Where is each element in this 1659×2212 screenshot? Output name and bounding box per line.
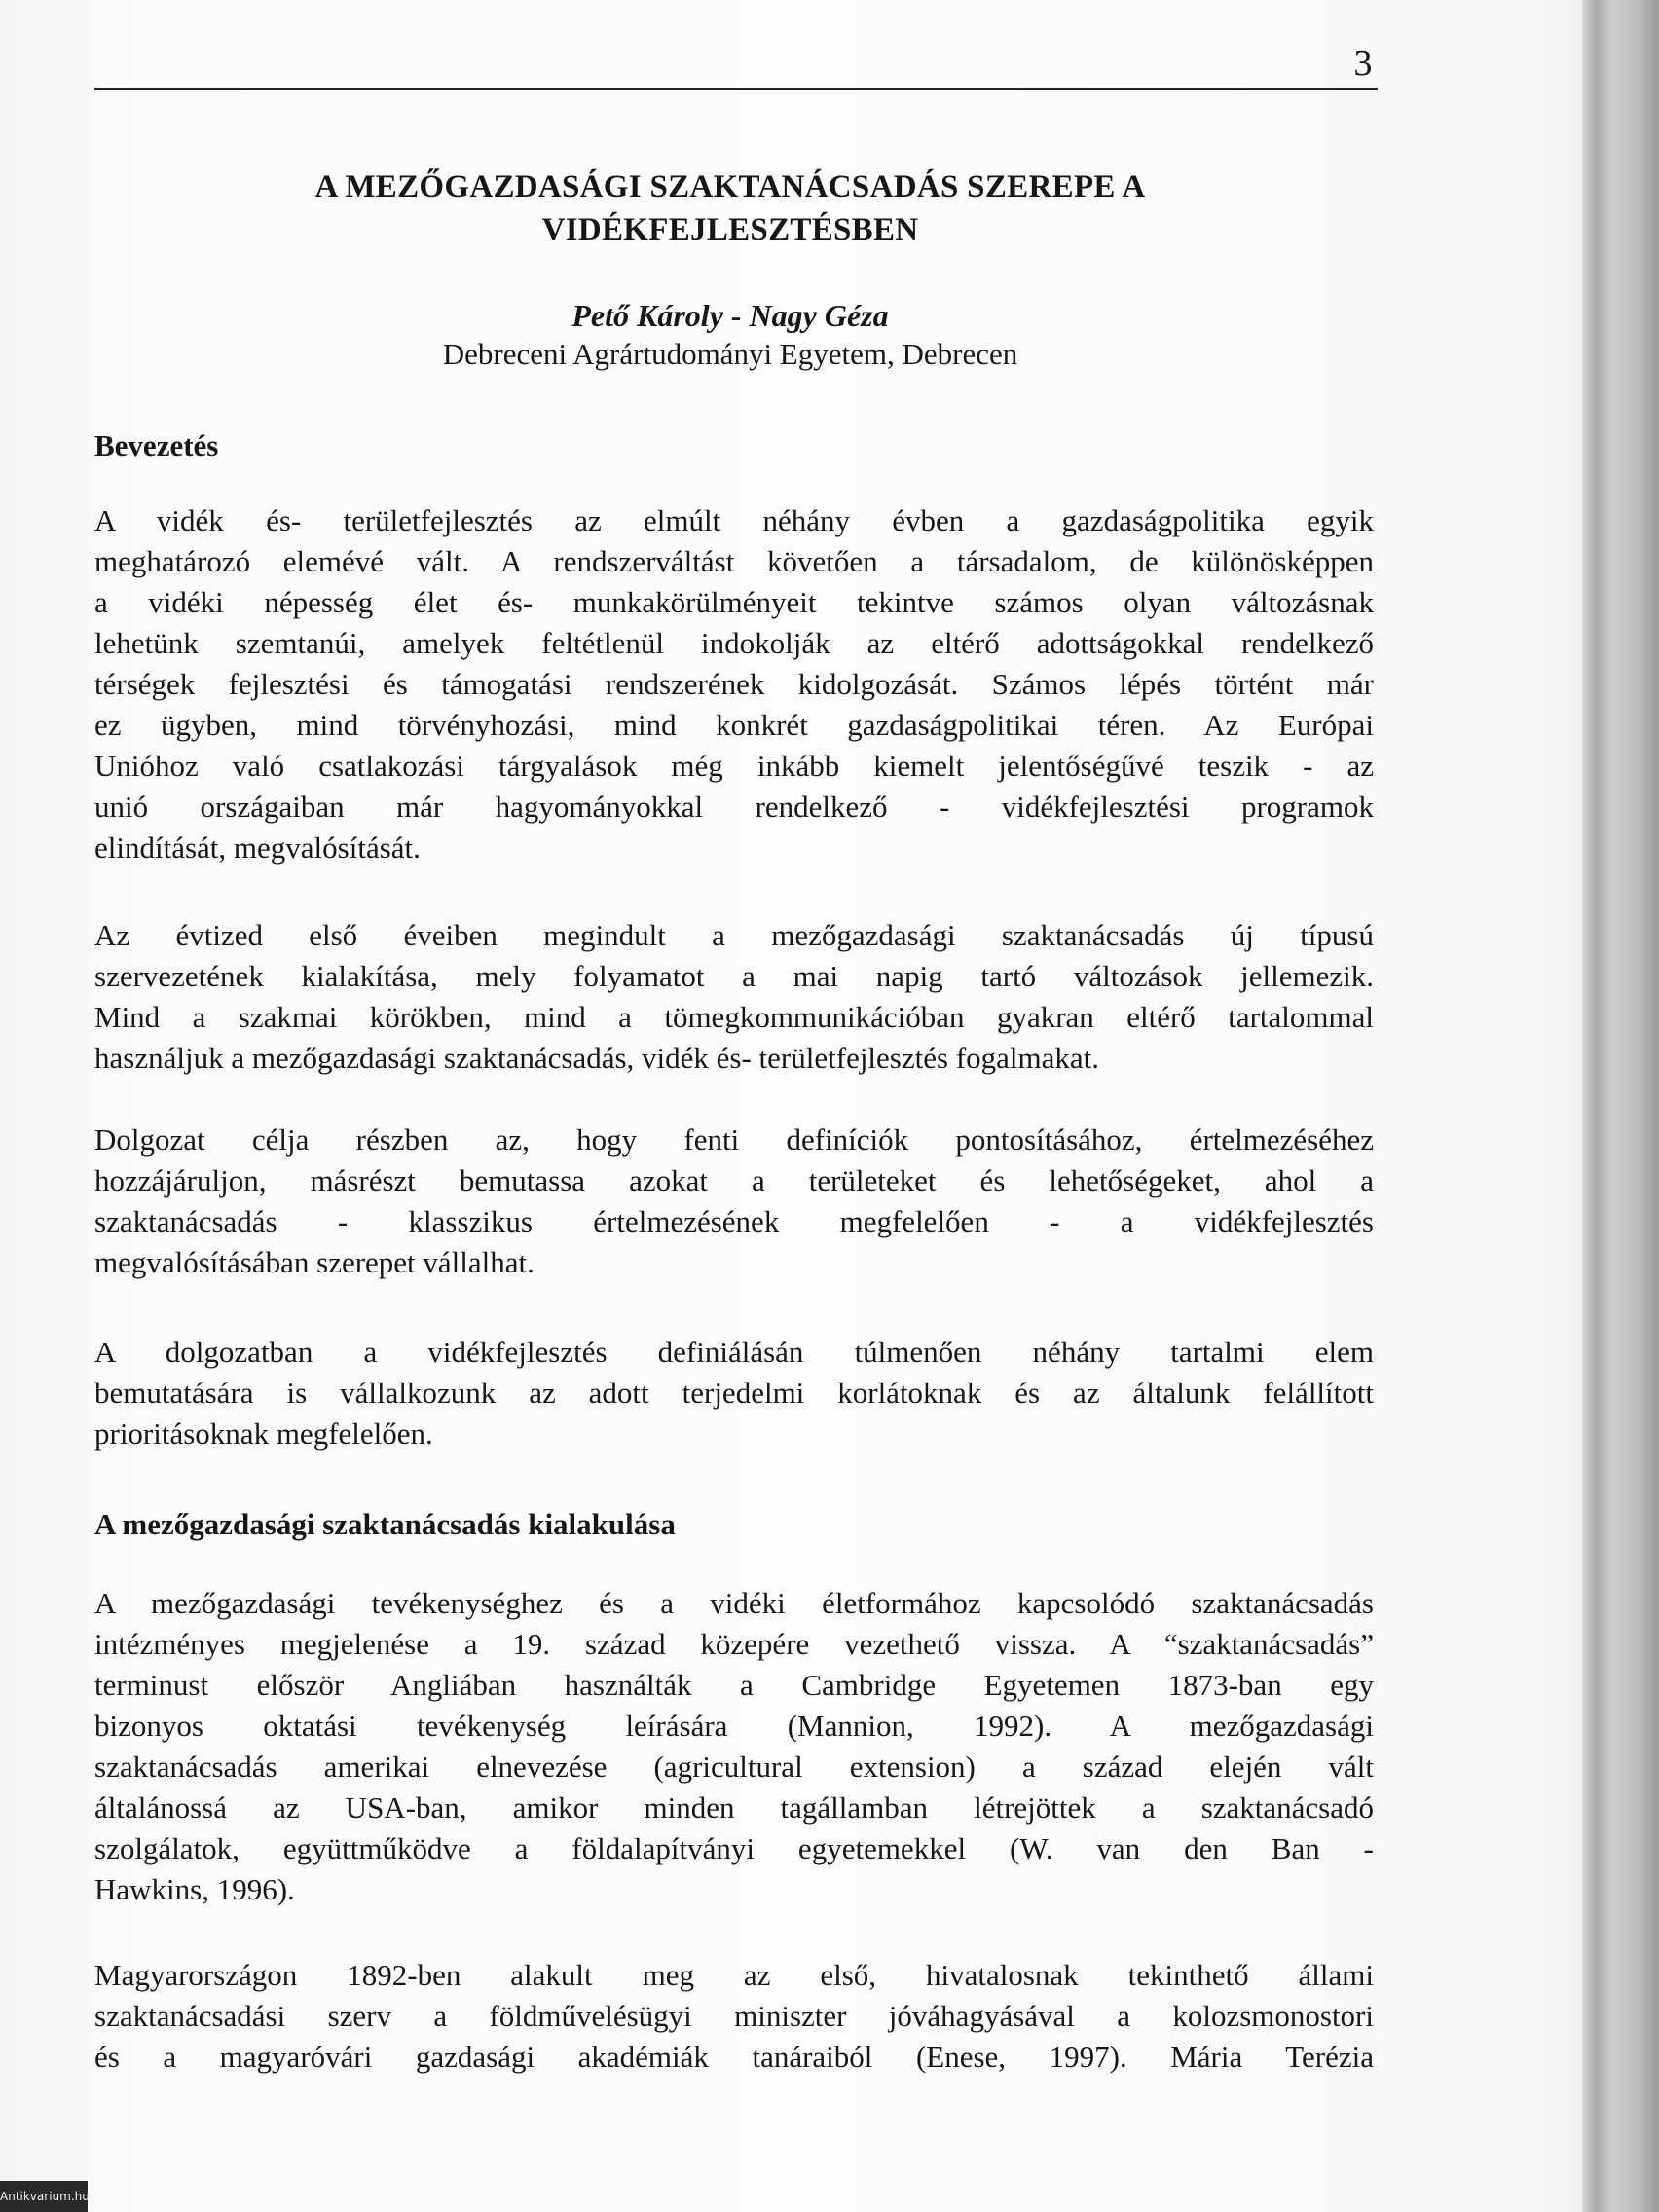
text-line: ez ügyben, mind törvényhozási, mind konkrét gazdaságpolitikai téren. Az Európai <box>94 708 1374 742</box>
text-line: szaktanácsadás amerikai elnevezése (agricultural extension) a század elején vált <box>94 1750 1374 1784</box>
text-line: és a magyaróvári gazdasági akadémiák tanáraiból (Enese, 1997). Mária Terézia <box>94 2040 1374 2074</box>
title-line-2: VIDÉKFEJLESZTÉSBEN <box>541 212 919 247</box>
text-line: A mezőgazdasági tevékenységhez és a vidéki életformához kapcsolódó szaktanácsadás <box>94 1586 1374 1620</box>
text-line: lehetünk szemtanúi, amelyek feltétlenül indokolják az eltérő adottságokkal rendelkező <box>94 626 1374 660</box>
text-line: Hawkins, 1996). <box>94 1872 295 1906</box>
text-line: Dolgozat célja részben az, hogy fenti definíciók pontosításához, értelmezéséhez <box>94 1123 1374 1157</box>
watermark: Antikvarium.hu <box>0 2181 88 2212</box>
page-number: 3 <box>1353 43 1373 84</box>
section-heading-intro: Bevezetés <box>94 428 219 462</box>
article-title <box>175 166 1285 251</box>
paragraph <box>94 500 1374 868</box>
text-line: a vidéki népesség élet és- munkakörülményeit tekintve számos olyan változásnak <box>94 585 1374 619</box>
text-line: Az évtized első éveiben megindult a mezőgazdasági szaktanácsadás új típusú <box>94 918 1374 952</box>
text-line: Magyarországon 1892-ben alakult meg az első, hivatalosnak tekinthető állami <box>94 1958 1374 1992</box>
text-line: intézményes megjelenése a 19. század közepére vezethető vissza. A “szaktanácsadás” <box>94 1627 1374 1661</box>
text-line: A vidék és- területfejlesztés az elmúlt néhány évben a gazdaságpolitika egyik <box>94 503 1374 537</box>
text-line: Unióhoz való csatlakozási tárgyalások még inkább kiemelt jelentőségűvé teszik - az <box>94 749 1374 783</box>
text-line: használjuk a mezőgazdasági szaktanácsadás, vidék és- területfejlesztés fogalmakat. <box>94 1041 1100 1075</box>
affiliation: Debreceni Agrártudományi Egyetem, Debrecen <box>442 337 1018 371</box>
text-line: unió országaiban már hagyományokkal rendelkező - vidékfejlesztési programok <box>94 790 1374 824</box>
text-line: szervezetének kialakítása, mely folyamatot a mai napig tartó változások jellemezik. <box>94 959 1374 993</box>
text-line: szolgálatok, együttműködve a földalapítványi egyetemekkel (W. van den Ban - <box>94 1831 1374 1865</box>
text-line: bizonyos oktatási tevékenység leírására (Mannion, 1992). A mezőgazdasági <box>94 1709 1374 1743</box>
title-line-1: A MEZŐGAZDASÁGI SZAKTANÁCSADÁS SZEREPE A <box>314 169 1146 204</box>
text-line: terminust először Angliában használták a Cambridge Egyetemen 1873-ban egy <box>94 1668 1374 1702</box>
paragraph <box>94 1120 1374 1283</box>
text-line: bemutatására is vállalkozunk az adott terjedelmi korlátoknak és az általunk felállított <box>94 1376 1374 1410</box>
paragraph <box>94 1955 1374 2078</box>
paragraph <box>94 1583 1374 1910</box>
text-line: meghatározó elemévé vált. A rendszerváltást követően a társadalom, de különösképpen <box>94 544 1374 578</box>
text-line: térségek fejlesztési és támogatási rendszerének kidolgozását. Számos lépés történt már <box>94 667 1374 701</box>
text-line: Mind a szakmai körökben, mind a tömegkommunikációban gyakran eltérő tartalommal <box>94 1000 1374 1034</box>
text-line: szaktanácsadás - klasszikus értelmezésének megfelelően - a vidékfejlesztés <box>94 1204 1374 1238</box>
text-line: A dolgozatban a vidékfejlesztés definiálásán túlmenően néhány tartalmi elem <box>94 1335 1374 1369</box>
text-line: szaktanácsadási szerv a földművelésügyi miniszter jóváhagyásával a kolozsmonostori <box>94 1999 1374 2033</box>
text-line: prioritásoknak megfelelően. <box>94 1417 433 1451</box>
text-line: általánossá az USA-ban, amikor minden tagállamban létrejöttek a szaktanácsadó <box>94 1790 1374 1825</box>
text-line: hozzájáruljon, másrészt bemutassa azokat a területeket és lehetőségeket, ahol a <box>94 1163 1374 1198</box>
authors: Pető Károly - Nagy Géza <box>571 298 889 333</box>
text-line: elindítását, megvalósítását. <box>94 830 421 865</box>
paragraph <box>94 915 1374 1079</box>
paragraph <box>94 1332 1374 1455</box>
page-edge-shadow <box>1582 0 1659 2212</box>
header-rule <box>94 88 1378 90</box>
text-line: megvalósításában szerepet vállalhat. <box>94 1245 535 1279</box>
section-heading-history: A mezőgazdasági szaktanácsadás kialakulása <box>94 1507 676 1541</box>
